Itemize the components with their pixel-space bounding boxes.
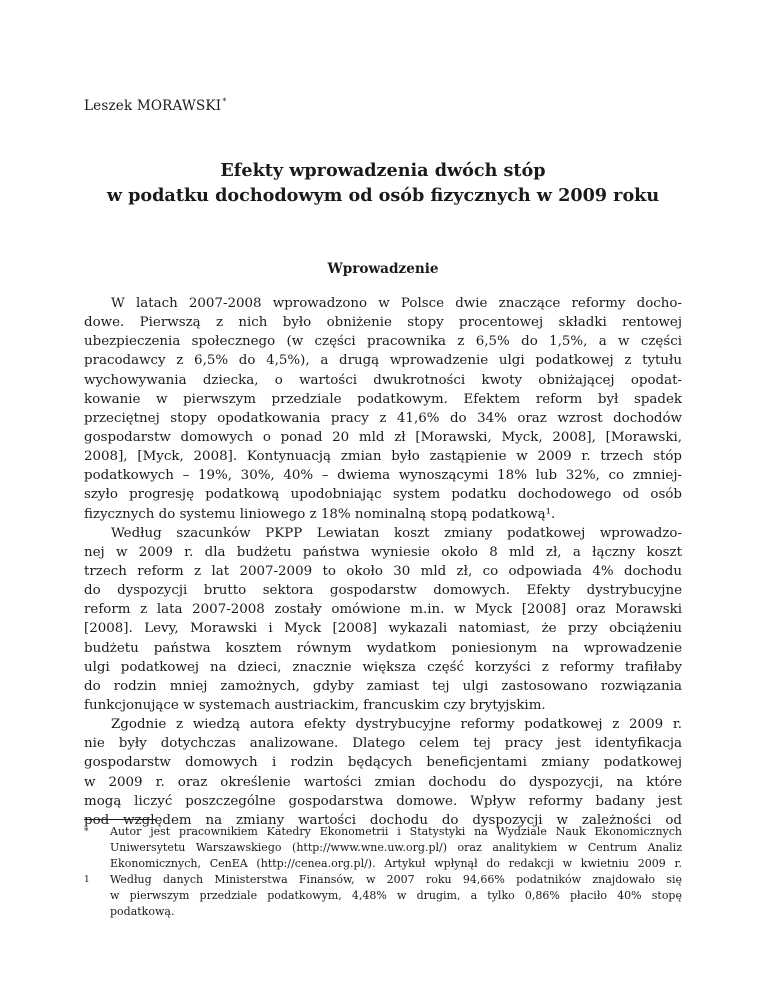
body-line: szyło progresję podatkową upodobniając system podatku dochodowego od osób bbox=[84, 487, 682, 503]
author-name: Leszek MORAWSKI bbox=[84, 98, 222, 114]
body-line: kowanie w pierwszym przedziale podatkowym. Efektem reform był spadek bbox=[84, 391, 682, 407]
body-line: przeciętnej stopy opodatkowania pracy z 41,6% do 34% oraz wzrost dochodów bbox=[84, 410, 682, 426]
body-line: gospodarstw domowych i rodzin będących beneficjentami zmiany podatkowej bbox=[84, 755, 682, 771]
footnote-line: Uniwersytetu Warszawskiego (http://www.wne.uw.org.pl/) oraz analitykiem w Centrum Analiz bbox=[110, 841, 682, 855]
body-line: do rodzin mniej zamożnych, gdyby zamiast tej ulgi zastosowano rozwiązania bbox=[84, 678, 682, 694]
body-line: nej w 2009 r. dla budżetu państwa wyniesie około 8 mld zł, a łączny koszt bbox=[84, 544, 682, 560]
body-line: Według szacunków PKPP Lewiatan koszt zmiany podatkowej wprowadzo- bbox=[111, 525, 682, 541]
footnote-line: Ekonomicznych, CenEA (http://cenea.org.pl/). Artykuł wpłynął do redakcji w kwietniu 2009 r. bbox=[110, 857, 682, 871]
footnote-author bbox=[84, 824, 682, 872]
footnote-mark: 1 bbox=[84, 875, 90, 886]
body-line: nie były dotychczas analizowane. Dlatego celem tej pracy jest identyfikacja bbox=[84, 736, 682, 752]
section-heading: Wprowadzenie bbox=[327, 261, 439, 277]
body-line: budżetu państwa kosztem równym wydatkom poniesionym na wprowadzenie bbox=[84, 640, 682, 656]
body-line: ulgi podatkowej na dzieci, znacznie większa część korzyści z reformy trafiłaby bbox=[84, 659, 682, 675]
body-text bbox=[84, 294, 682, 830]
author-line bbox=[84, 97, 226, 114]
body-line: mogą liczyć poszczególne gospodarstwa domowe. Wpływ reformy badany jest bbox=[84, 793, 682, 809]
body-line: 2008], [Myck, 2008]. Kontynuacją zmian było zastąpienie w 2009 r. trzech stóp bbox=[84, 449, 682, 465]
paper-title bbox=[84, 158, 682, 208]
body-line: gospodarstw domowych o ponad 20 mld zł [Morawski, Myck, 2008], [Morawski, bbox=[84, 429, 682, 445]
body-line: do dyspozycji brutto sektora gospodarstw domowych. Efekty dystrybucyjne bbox=[84, 583, 682, 599]
footnote-line: w pierwszym przedziale podatkowym, 4,48% w drugim, a tylko 0,86% płaciło 40% stopę bbox=[110, 889, 682, 903]
body-line: podatkowych – 19%, 30%, 40% – dwiema wynoszącymi 18% lub 32%, co zmniej- bbox=[84, 468, 682, 484]
body-line: [2008]. Levy, Morawski i Myck [2008] wykazali natomiast, że przy obciążeniu bbox=[84, 621, 682, 637]
footnote-mark: * bbox=[84, 827, 89, 837]
body-line: reform z lata 2007-2008 zostały omówione m.in. w Myck [2008] oraz Morawski bbox=[84, 602, 682, 618]
footnote-divider bbox=[84, 819, 156, 820]
body-line: pod względem na zmiany wartości dochodu do dyspozycji w zależności od bbox=[84, 812, 682, 828]
body-line: W latach 2007-2008 wprowadzono w Polsce dwie znaczące reformy docho- bbox=[111, 296, 682, 311]
body-line: dowe. Pierwszą z nich było obniżenie stopy procentowej składki rentowej bbox=[84, 315, 682, 331]
title-line-1: Efekty wprowadzenia dwóch stóp bbox=[220, 160, 546, 181]
body-line: ubezpieczenia społecznego (w części pracownika z 6,5% do 1,5%, a w części bbox=[84, 334, 682, 350]
footnote-line: Autor jest pracownikiem Katedry Ekonometrii i Statystyki na Wydziale Nauk Ekonomicznych bbox=[110, 825, 682, 838]
footnote-line: podatkową. bbox=[110, 905, 175, 919]
body-line: Zgodnie z wiedzą autora efekty dystrybucyjne reformy podatkowej z 2009 r. bbox=[111, 717, 682, 733]
footnote-line: Według danych Ministerstwa Finansów, w 2007 roku 94,66% podatników znajdowało się bbox=[110, 873, 682, 887]
footnote-1 bbox=[84, 872, 682, 920]
body-line: trzech reform z lat 2007-2009 to około 30 mld zł, co odpowiada 4% dochodu bbox=[84, 563, 682, 579]
body-line: wychowywania dziecka, o wartości dwukrotności kwoty obniżającej opodat- bbox=[84, 372, 682, 388]
body-line: pracodawcy z 6,5% do 4,5%), a drugą wprowadzenie ulgi podatkowej z tytułu bbox=[84, 353, 682, 369]
body-line: fizycznych do systemu liniowego z 18% nominalną stopą podatkową¹. bbox=[84, 506, 556, 522]
author-footnote-mark: * bbox=[222, 97, 227, 106]
title-line-2: w podatku dochodowym od osób fizycznych w 2009 roku bbox=[106, 185, 660, 206]
body-line: w 2009 r. oraz określenie wartości zmian dochodu do dyspozycji, na które bbox=[84, 774, 682, 790]
footnotes bbox=[84, 824, 682, 921]
body-line: funkcjonujące w systemach austriackim, francuskim czy brytyjskim. bbox=[84, 697, 546, 713]
